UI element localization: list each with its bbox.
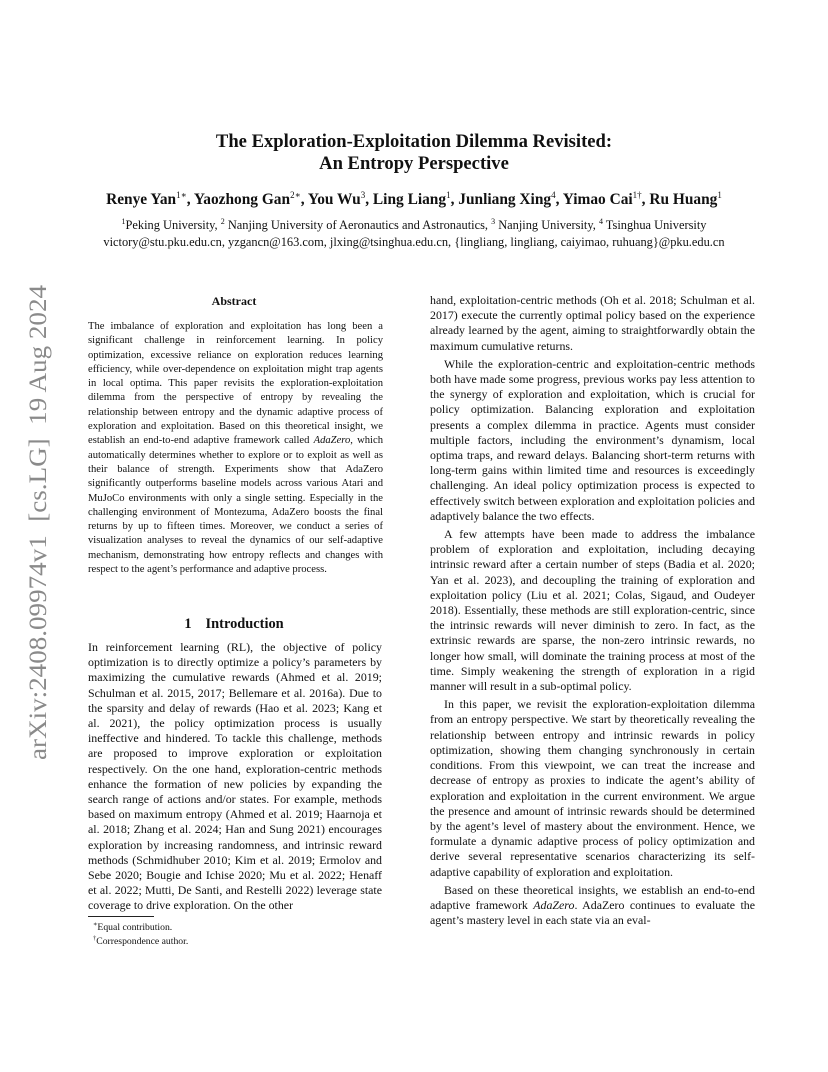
affiliation-mark: 3 [491,217,496,226]
author-mark: 1 [446,190,451,200]
author-mark: 1∗ [176,190,187,200]
email-line: victory@stu.pku.edu.cn, yzgancn@163.com, jlxing@tsinghua.edu.cn, {lingliang, lingliang, caiyimao, ruhuang}@pku.edu.cn [103,235,725,249]
section-number: 1 [184,616,192,632]
author-name: Yaozhong Gan [193,191,291,208]
arxiv-identifier-stamp [22,285,52,760]
affiliation-mark: 2 [220,217,225,226]
section-heading-introduction [88,616,380,633]
author-name: Renye Yan [106,191,177,208]
paragraph: While the exploration-centric and exploitation-centric methods both have made some progress, previous works pay less attention to the synergy of exploration and exploitation, which is crucial for policy optimization. Balancing exploration and exploitation presents a complex dilemma in practice. Agents must consider multiple factors, including the environment’s dynamism, local optima traps, and reward delays. Balancing short-term returns with long-term gains within limited time and resources is exceedingly challenging. An ideal policy optimization process is expected to effectively switch between exploration and exploitation policies and adaptively balance the two effects. [430,356,755,523]
affiliation-mark: 4 [598,217,603,226]
abstract-text-part: The imbalance of exploration and exploitation has long been a significant challenge in reinforcement learning. In policy optimization, excessive reliance on exploration reduces learning efficiency, while over-dependence on exploitation might trap agents in local optima. This paper revisits the exploration-exploitation dilemma from the perspective of entropy by revealing the relationship between entropy and the dynamic adaptive process of exploration and exploitation. Based on this theoretical insight, we establish an end-to-end adaptive framework called [88,321,383,447]
author-mark: 1† [632,190,642,200]
affiliation-line [30,217,798,234]
author-name: You Wu [307,191,361,208]
paragraph-text-part: . AdaZero continues to evaluate the agent’s mastery level in each state via an eval- [430,897,755,928]
affiliation-name: Peking University, [125,218,221,232]
abstract-text [88,320,383,577]
footnote [88,935,378,949]
author-mark: 4 [551,190,556,200]
author-name: Yimao Cai [562,191,633,208]
affiliation-mark: 1 [121,217,126,226]
affiliation-name: Nanjing University of Aeronautics and Astronautics, [224,218,492,232]
section-title: Introduction [205,616,284,632]
affiliation-name: Tsinghua University [602,218,707,232]
framework-name: AdaZero [313,435,351,447]
author-mark: 1 [717,190,722,200]
author-name: Ru Huang [649,191,718,208]
footnote-mark: † [93,935,97,942]
affiliation-name: Nanjing University, [495,218,599,232]
author-name: Junliang Xing [458,191,552,208]
author-list: Renye Yan$^{1∗}$, Yaozhong Gan$^{2∗}$, You Wu$^3$, Ling Liang$^1$, Junliang Xing$^4$, Yimao Cai$^{1\dagger}$, Ru Huang$^1$ [106,190,722,208]
footnote-text: Correspondence author. [96,936,189,947]
abstract-heading: Abstract [211,294,257,308]
introduction-text [88,640,382,914]
footnote [88,921,378,935]
affiliations [30,217,798,251]
paragraph: hand, exploitation-centric methods (Oh et al. 2018; Schulman et al. 2017) execute the currently optimal policy based on the experience already learned by the agent, aiming to straightforwardly obtain the maximum cumulative returns. [430,293,755,353]
abstract-text-part: , which automatically determines whether to explore or to exploit as well as their balance of strength. Experiments show that AdaZero significantly outperforms baseline models across various Atari and MuJoCo environments with only a single setting. Especially in the challenging environment of Montezuma, AdaZero boosts the final returns by up to fifteen times. Moreover, we conduct a series of visualization analyses to reveal the dynamics of our self-adaptive mechanism, demonstrating how entropy reflects and changes with respect to the agent’s performance and adaptive process. [88,435,384,576]
arxiv-identifier-text: arXiv:2408.09974v1 [cs.LG] 19 Aug 2024 [25,321,52,760]
paragraph [430,883,755,929]
footnotes [88,921,378,949]
footnote-mark: ∗ [93,921,98,928]
paper-title [60,131,768,175]
author-name: Ling Liang [372,191,447,208]
author-mark: 2∗ [290,190,301,200]
paragraph: In reinforcement learning (RL), the objective of policy optimization is to directly optimize a policy’s parameters by maximizing the cumulative rewards (Ahmed et al. 2019; Schulman et al. 2015, 2017; Bellemare et al. 2016a). Due to the sparsity and delay of rewards (Hao et al. 2023; Kang et al. 2021), the policy optimization process is usually ineffective and hindered. To tackle this challenge, methods are proposed to improve exploration or exploitation respectively. On the one hand, exploration-centric methods enhance the formation of new policies by expanding the search range of actions and/or states. For example, methods based on maximum entropy (Ahmed et al. 2019; Haarnoja et al. 2018; Zhang et al. 2024; Han and Sung 2021) encourages exploration by increasing randomness, and intrinsic reward methods (Schmidhuber 2010; Kim et al. 2019; Ermolov and Sebe 2020; Bougie and Ichise 2020; Mu et al. 2022; Henaff et al. 2022; Mutti, De Santi, and Restelli 2022) leverage state coverage to drive exploration. On the other [88,640,382,913]
title-line-1: The Exploration-Exploitation Dilemma Revisited: [215,131,613,152]
paragraph: In this paper, we revisit the exploration-exploitation dilemma from an entropy perspective. We start by theoretically revealing the relationship between entropy and intrinsic rewards in policy optimization, showing them changing synchronously in certain conditions. From this viewpoint, we can treat the increase and decrease of entropy as proxies to indicate the agent’s ability of exploration and exploitation in the current environment. We argue the presence and amount of intrinsic rewards should be determined by the agent’s level of mastery about the environment. Hence, we formulate a dynamic adaptive process of policy optimization and derive several representative scenarios characterizing its self-adaptive capability of exploration and exploitation. [430,697,755,879]
author-mark: 3 [360,190,366,200]
paragraph-text-part: Based on these theoretical insights, we establish an end-to-end adaptive framework [430,882,755,912]
right-column-text [430,293,755,928]
framework-name: AdaZero [533,897,575,912]
paragraph: A few attempts have been made to address the imbalance problem of exploration and exploitation, including decaying intrinsic reward after a certain number of steps (Badia et al. 2020; Yan et al. 2023), and decoupling the training of exploration and exploitation policy (Liu et al. 2021; Colas, Sigaud, and Oudeyer 2018). Essentially, these methods are still exploration-centric, since the intrinsic rewards will never diminish to zero. In fact, as the extrinsic rewards are sparse, the non-zero intrinsic rewards, no longer how small, will dominate the training process at most of the time. Simply weakening the strength of exploration in a rigid manner will result in a sub-optimal policy. [430,527,755,694]
title-line-2: An Entropy Perspective [319,153,509,174]
footnote-rule [88,916,154,917]
footnote-text: Equal contribution. [97,922,173,933]
